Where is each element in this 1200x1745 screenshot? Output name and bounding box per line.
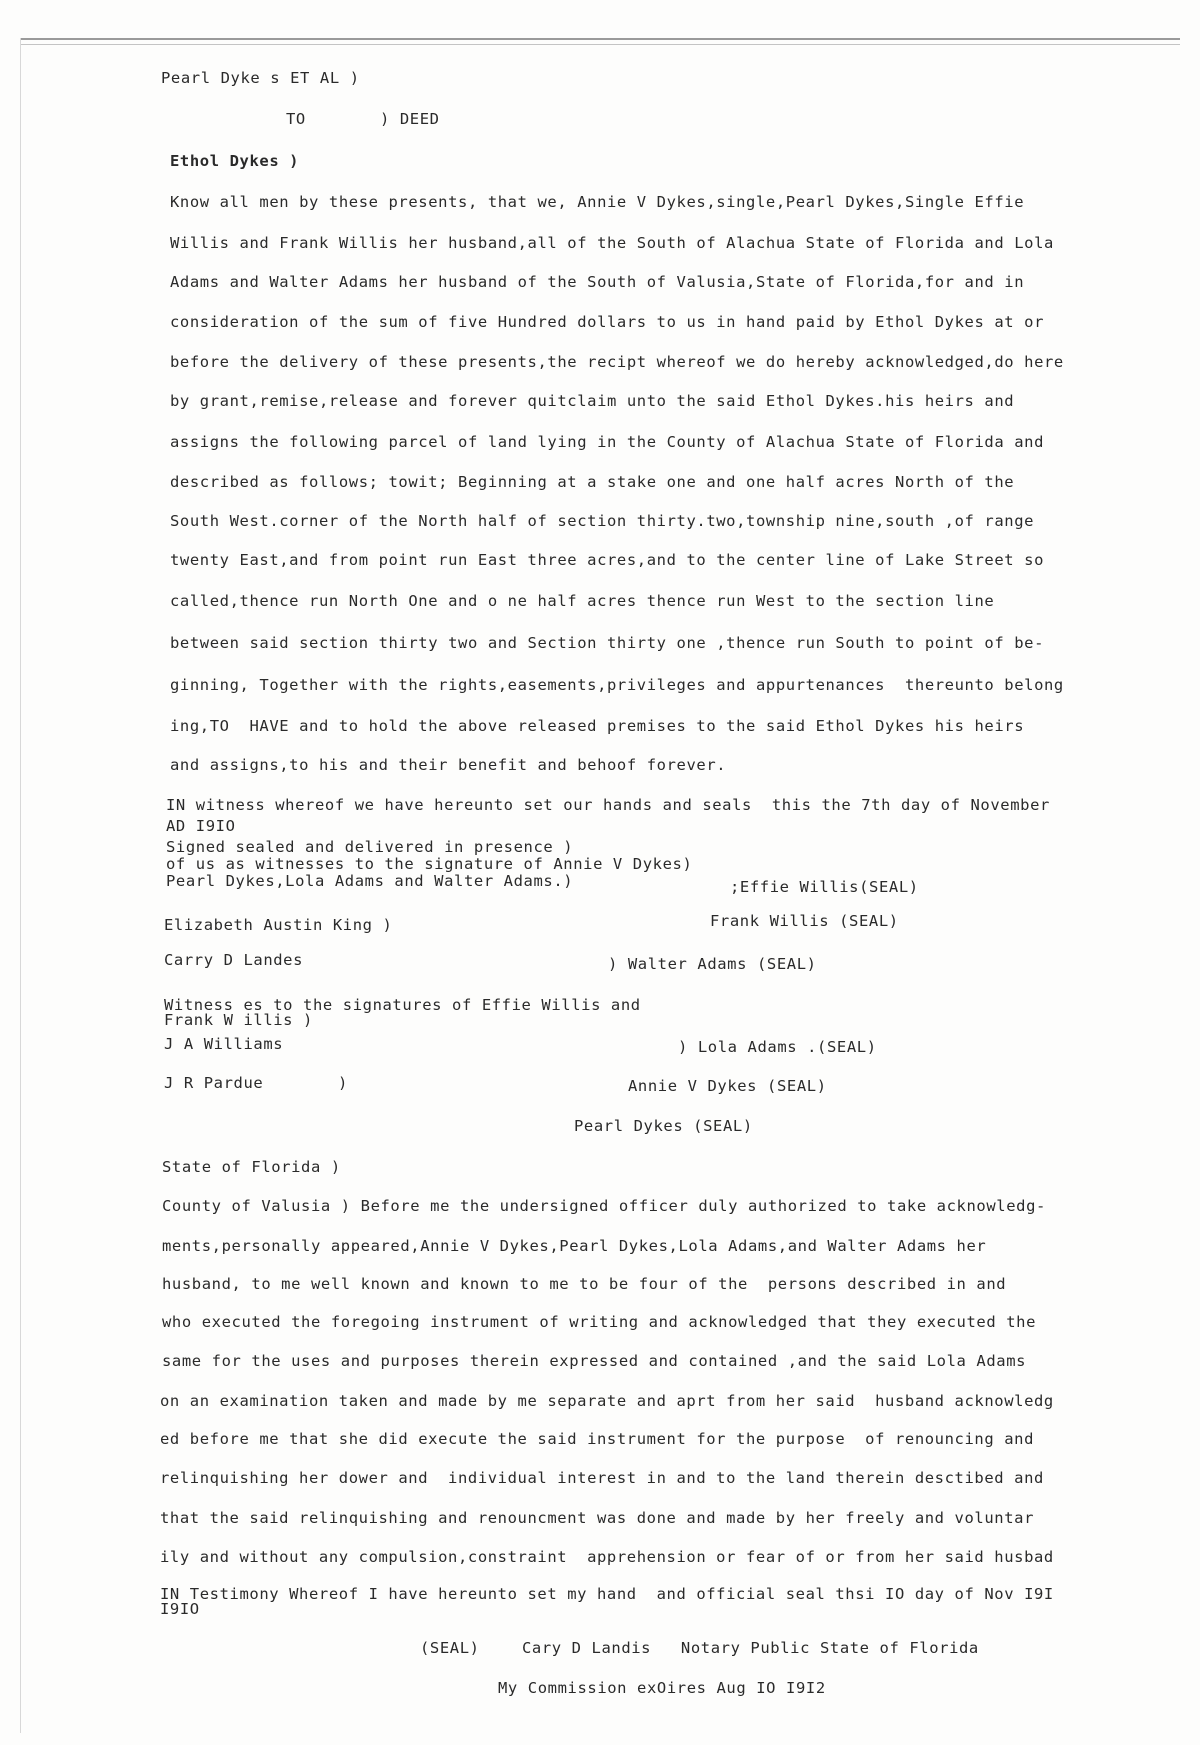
body-line-6: by grant,remise,release and forever quitclaim unto the said Ethol Dykes.his heirs and — [170, 392, 1015, 410]
ack-state: State of Florida ) — [162, 1158, 341, 1176]
body-line-15: and assigns,to his and their benefit and behoof forever. — [170, 756, 727, 774]
witness-carry-landes: Carry D Landes — [164, 951, 304, 969]
signature-frank-willis: Frank Willis (SEAL) — [710, 912, 899, 930]
ack-line-8: relinquishing her dower and individual interest in and to the land therein desctibed and — [160, 1469, 1044, 1487]
ack-line-9: that the said relinquishing and renouncment was done and made by her freely and voluntar — [160, 1509, 1034, 1527]
ack-line-5: same for the uses and purposes therein expressed and contained ,and the said Lola Adams — [162, 1352, 1027, 1370]
body-line-5: before the delivery of these presents,the recipt whereof we do hereby acknowledged,do here — [170, 353, 1064, 371]
signature-annie-dykes: Annie V Dykes (SEAL) — [628, 1077, 827, 1095]
signature-lola-adams: ) Lola Adams .(SEAL) — [678, 1038, 877, 1056]
parties-line: Pearl Dyke s ET AL ) — [161, 69, 360, 87]
notary-seal: (SEAL) — [420, 1639, 480, 1657]
body-line-10: twenty East,and from point run East three acres,and to the center line of Lake Street so — [170, 551, 1044, 569]
body-line-9: South West.corner of the North half of section thirty.two,township nine,south ,of range — [170, 512, 1035, 530]
to-label: TO — [286, 110, 306, 128]
body-line-14: ing,TO HAVE and to hold the above released premises to the said Ethol Dykes his heirs — [170, 717, 1025, 735]
signature-walter-adams: ) Walter Adams (SEAL) — [608, 955, 817, 973]
body-line-7: assigns the following parcel of land lying in the County of Alachua State of Florida and — [170, 433, 1044, 451]
body-line-12: between said section thirty two and Section thirty one ,thence run South to point of be- — [170, 634, 1044, 652]
body-line-13: ginning, Together with the rights,easements,privileges and appurtenances thereunto belong — [170, 676, 1064, 694]
signature-effie-willis: ;Effie Willis(SEAL) — [730, 878, 919, 896]
ack-line-3: husband, to me well known and known to me to be four of the persons described in and — [162, 1275, 1007, 1293]
body-line-3: Adams and Walter Adams her husband of the South of Valusia,State of Florida,for and in — [170, 273, 1025, 291]
body-line-8: described as follows; towit; Beginning at a stake one and one half acres North of the — [170, 473, 1015, 491]
witness-jr-pardue: J R Pardue — [164, 1074, 264, 1092]
top-rule — [20, 38, 1180, 40]
witnesses-heading-1: Witness es to the signatures of Effie Willis and — [164, 996, 641, 1014]
body-line-1: Know all men by these presents, that we, Annie V Dykes,single,Pearl Dykes,Single Effie — [170, 193, 1025, 211]
testimony-line-1: IN Testimony Whereof I have hereunto set my hand and official seal thsi IO day of Nov I9I — [160, 1585, 1054, 1603]
ack-line-2: ments,personally appeared,Annie V Dykes,Pearl Dykes,Lola Adams,and Walter Adams her — [162, 1237, 987, 1255]
left-edge-line — [20, 38, 21, 1733]
commission-expiry: My Commission exOires Aug IO I9I2 — [498, 1679, 826, 1697]
ack-line-4: who executed the foregoing instrument of writing and acknowledged that they executed the — [162, 1313, 1036, 1331]
top-rule-secondary — [20, 44, 1180, 45]
body-line-11: called,thence run North One and o ne half acres thence run West to the section line — [170, 592, 995, 610]
ack-line-6: on an examination taken and made by me separate and aprt from her said husband acknowledg — [160, 1392, 1054, 1410]
witness-clause-line-1: IN witness whereof we have hereunto set our hands and seals this the 7th day of November — [166, 796, 1050, 814]
deed-label: ) DEED — [380, 110, 440, 128]
signed-line-3: Pearl Dykes,Lola Adams and Walter Adams.) — [166, 872, 574, 890]
testimony-line-2: I9IO — [160, 1600, 200, 1618]
ack-line-10: ily and without any compulsion,constraint apprehension or fear of or from her said husbad — [160, 1548, 1054, 1566]
ack-line-7: ed before me that she did execute the said instrument for the purpose of renouncing and — [160, 1430, 1034, 1448]
signed-line-1: Signed sealed and delivered in presence ) — [166, 838, 574, 856]
ack-line-1: County of Valusia ) Before me the undersigned officer duly authorized to take acknowledg- — [162, 1197, 1046, 1215]
body-line-2: Willis and Frank Willis her husband,all of the South of Alachua State of Florida and Lola — [170, 234, 1054, 252]
notary-name: Cary D Landis Notary Public State of Florida — [522, 1639, 979, 1657]
signed-line-2: of us as witnesses to the signature of Annie V Dykes) — [166, 855, 693, 873]
body-line-4: consideration of the sum of five Hundred dollars to us in hand paid by Ethol Dykes at or — [170, 313, 1044, 331]
witness-ja-williams: J A Williams — [164, 1035, 284, 1053]
witness-jr-pardue-bracket: ) — [338, 1074, 348, 1092]
witnesses-heading-2: Frank W illis ) — [164, 1011, 313, 1029]
witness-elizabeth-king: Elizabeth Austin King ) — [164, 916, 393, 934]
witness-clause-line-2: AD I9IO — [166, 817, 236, 835]
grantee-line: Ethol Dykes ) — [170, 152, 300, 170]
signature-pearl-dykes: Pearl Dykes (SEAL) — [574, 1117, 753, 1135]
